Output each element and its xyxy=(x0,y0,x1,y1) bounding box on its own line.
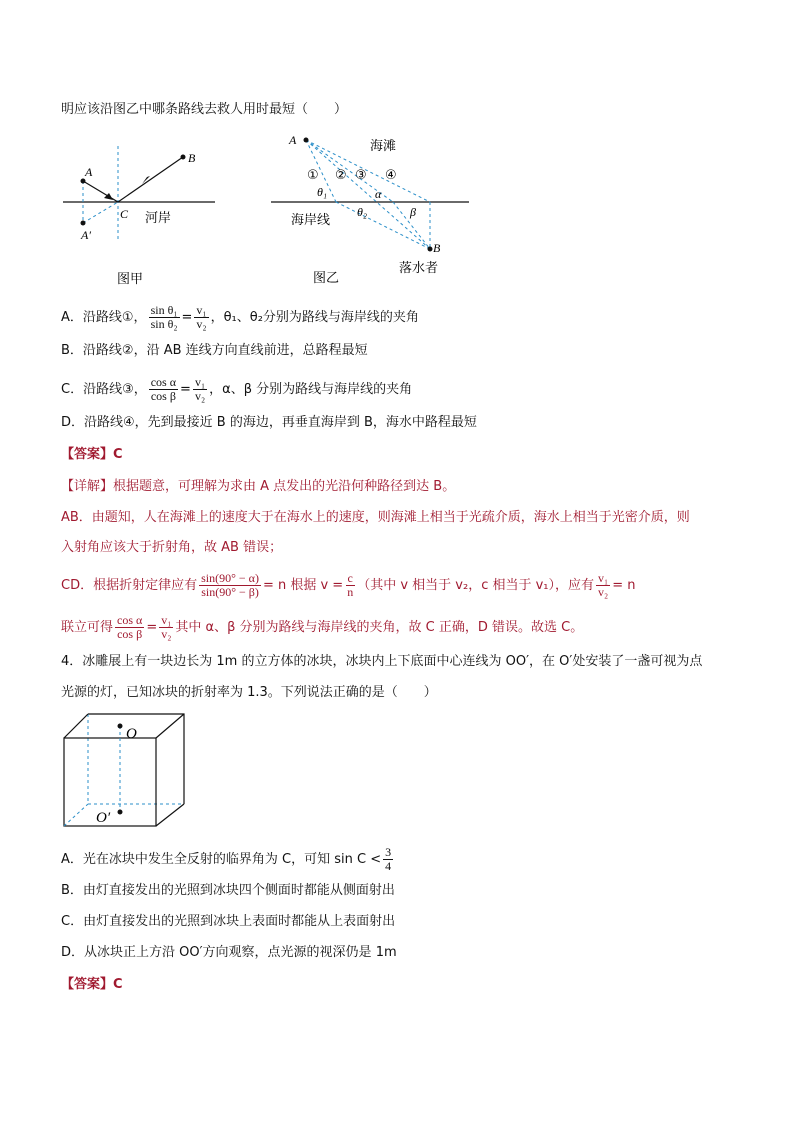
q4-option-a-fraction: $\frac{3}{4}$ xyxy=(385,845,392,873)
detail-line-1: 【详解】根据题意，可理解为求由 A 点发出的光沿何种路径到达 B。 xyxy=(61,479,456,494)
point-b xyxy=(181,155,186,160)
detail-4-fraction-v: $\frac{\text{v₁}}{\text{v₂}}$ xyxy=(598,571,609,599)
caption-jia: 图甲 xyxy=(117,272,144,287)
label-river-bank: 河岸 xyxy=(145,211,172,226)
option-a-suffix: ，θ₁、θ₂分别为路线与海岸线的夹角 xyxy=(210,310,419,325)
point-a xyxy=(81,179,86,184)
label-a: A xyxy=(289,133,297,147)
label-route-3: ③ xyxy=(355,168,367,183)
option-a-equals: = xyxy=(181,310,193,325)
figure-jia xyxy=(55,140,225,290)
label-o-prime: O′ xyxy=(96,810,111,826)
detail-4-mid: （其中 v 相当于 v₂，c 相当于 v₁），应有 xyxy=(357,578,595,593)
option-a-fraction-v: $\frac{\text{v₁}}{\text{v₂}}$ xyxy=(196,303,207,331)
label-c: C xyxy=(120,207,129,221)
option-c-fraction-v: $\frac{\text{v₁}}{\text{v₂}}$ xyxy=(194,375,206,403)
label-o: O xyxy=(126,726,137,742)
figure-yi xyxy=(265,128,475,288)
cube-edge-bl xyxy=(64,804,88,826)
label-route-1: ① xyxy=(307,168,319,183)
option-c-fraction-cos: $\frac{\text{cos α}}{\text{cos β}}$ xyxy=(150,375,177,403)
label-b: B xyxy=(188,151,196,165)
detail-line-2: AB．由题知，人在海滩上的速度大于在海水上的速度，则海滩上相当于光疏介质，海水上相当于光密介质，则 xyxy=(61,510,690,525)
question-4-stem-1: 4．冰雕展上有一块边长为 1m 的立方体的冰块，冰块内上下底面中心连线为 OO′，在 O′处安装了一盏可视为点 xyxy=(61,654,703,669)
option-a-fraction-sin: $\frac{\text{sin θ₁}}{\text{sin θ₂}}$ xyxy=(150,303,178,331)
point-o-prime xyxy=(118,810,123,815)
cube-edge-br xyxy=(156,804,184,826)
detail-4-eq3: = n xyxy=(612,578,636,593)
answer-q4: 【答案】C xyxy=(61,977,123,992)
label-theta2: θ₂ xyxy=(357,205,368,219)
label-victim: 落水者 xyxy=(399,261,439,276)
label-a-prime: A′ xyxy=(81,228,91,242)
option-a-prefix: A．沿路线①， xyxy=(61,310,147,325)
label-route-4: ④ xyxy=(385,168,397,183)
detail-5-fraction-cos: $\frac{\text{cos α}}{\text{cos β}}$ xyxy=(117,613,143,641)
label-beach: 海滩 xyxy=(370,139,397,154)
option-c-prefix: C．沿路线③， xyxy=(61,382,147,397)
option-c xyxy=(61,376,412,403)
option-a xyxy=(61,304,419,331)
figure-cube xyxy=(60,712,190,832)
point-o xyxy=(118,724,123,729)
label-b: B xyxy=(433,241,441,255)
detail-5-prefix: 联立可得 xyxy=(61,620,114,635)
option-c-equals: = xyxy=(180,382,191,397)
detail-line-5 xyxy=(61,614,583,641)
question-3-stem: 明应该沿图乙中哪条路线去救人用时最短（ ） xyxy=(61,102,348,117)
detail-4-fraction-cn: $\frac{c}{n}$ xyxy=(347,571,354,599)
cube-edge-tr xyxy=(156,714,184,738)
detail-4-fraction-sin: $\frac{\sin(90^\circ - \alpha)}{\sin(90^\circ - \beta)}$ xyxy=(201,571,259,599)
point-a xyxy=(304,138,309,143)
label-route-2: ② xyxy=(335,168,347,183)
incident-ray xyxy=(83,181,118,202)
question-4-stem-2: 光源的灯，已知冰块的折射率为 1.3。下列说法正确的是（ ） xyxy=(61,685,437,700)
label-alpha: α xyxy=(375,187,382,201)
detail-5-eq: = xyxy=(146,620,158,635)
detail-4-prefix: CD．根据折射定律应有 xyxy=(61,578,198,593)
option-c-suffix: ，α、β 分别为路线与海岸线的夹角 xyxy=(209,382,413,397)
label-shoreline: 海岸线 xyxy=(291,213,331,228)
detail-line-3: 入射角应该大于折射角，故 AB 错误； xyxy=(61,540,283,555)
detail-5-suffix: 其中 α、β 分别为路线与海岸线的夹角，故 C 正确，D 错误。故选 C。 xyxy=(175,620,584,635)
label-beta: β xyxy=(410,205,416,219)
cube-edge-tl xyxy=(64,714,88,738)
option-d: D．沿路线④，先到最接近 B 的海边，再垂直海岸到 B，海水中路程最短 xyxy=(61,415,477,430)
q4-option-d: D．从冰块正上方沿 OO′方向观察，点光源的视深仍是 1m xyxy=(61,945,397,960)
q4-option-a xyxy=(61,846,395,873)
reflected-ray xyxy=(118,157,183,202)
option-b: B．沿路线②，沿 AB 连线方向直线前进，总路程最短 xyxy=(61,343,368,358)
detail-4-eq1: = n 根据 v = xyxy=(262,578,344,593)
q4-option-b: B．由灯直接发出的光照到冰块四个侧面时都能从侧面射出 xyxy=(61,883,395,898)
point-a-prime xyxy=(81,221,86,226)
answer-q3: 【答案】C xyxy=(61,447,123,462)
q4-option-a-prefix: A．光在冰块中发生全反射的临界角为 C，可知 sin C < xyxy=(61,852,382,867)
detail-line-4 xyxy=(61,572,635,599)
detail-5-fraction-v: $\frac{\text{v₁}}{\text{v₂}}$ xyxy=(161,613,172,641)
caption-yi: 图乙 xyxy=(313,271,340,286)
q4-option-c: C．由灯直接发出的光照到冰块上表面时都能从上表面射出 xyxy=(61,914,396,929)
image-ray xyxy=(83,202,118,223)
label-a: A xyxy=(85,165,93,179)
point-b xyxy=(428,247,433,252)
label-theta1: θ₁ xyxy=(317,185,328,199)
